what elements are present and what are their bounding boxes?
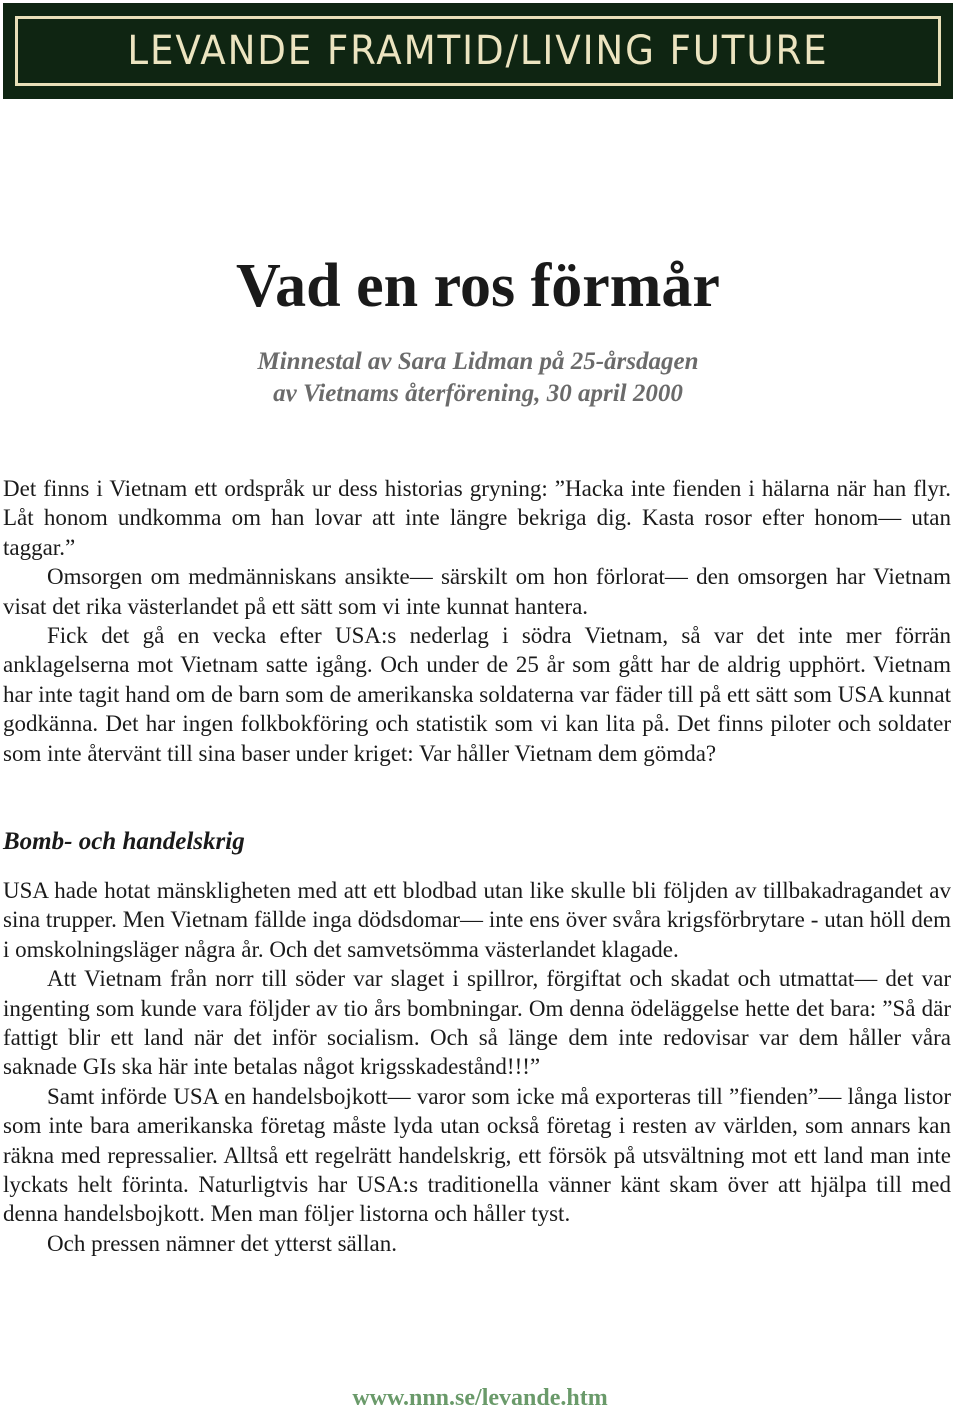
section-heading: Bomb- och handelskrig bbox=[3, 828, 245, 855]
masthead-frame bbox=[15, 16, 941, 86]
masthead-banner bbox=[3, 3, 953, 99]
bomb-trade-section bbox=[3, 876, 951, 1258]
paragraph: Och pressen nämner det ytterst sällan. bbox=[47, 1230, 397, 1256]
article-subtitle bbox=[0, 346, 956, 410]
article-title: Vad en ros förmår bbox=[236, 252, 720, 320]
paragraph: Samt införde USA en handelsbojkott— varor som icke må exporteras till ”fienden”— långa listor som inte bara amerikanska företag måste lyda utan också företag i resten av världen, som annars kan räkna med repressalier. Alltså ett regelrätt handelskrig, ett försök på utsvältning mot ett land man inte lyckats helt förinta. Naturligtvis har USA:s traditionella vänner känt skam över att hjälpa till med denna handelsbojkott. Men man följer listorna och håller tyst. bbox=[3, 1083, 951, 1227]
paragraph: Det finns i Vietnam ett ordspråk ur dess historias gryning: ”Hacka inte fienden i hälarna när han flyr. Låt honom undkomma om han lovar att inte längre bekriga dig. Kasta rosor efter honom— utan taggar.” bbox=[3, 476, 951, 560]
intro-section bbox=[3, 474, 951, 768]
subtitle-line-2: av Vietnams återförening, 30 april 2000 bbox=[273, 380, 683, 407]
footer-link[interactable]: www.nnn.se/levande.htm bbox=[352, 1385, 608, 1411]
masthead-title: LEVANDE FRAMTID/LIVING FUTURE bbox=[127, 28, 829, 74]
paragraph: Fick det gå en vecka efter USA:s nederlag i södra Vietnam, så var det inte mer förrän anklagelserna mot Vietnam satte igång. Och under de 25 år som gått har de aldrig upphört. Vietnam har inte tagit hand om de barn som de amerikanska soldaterna var fäder till på ett sätt som USA kunnat godkänna. Det har ingen folkbokföring och statistik som vi kan lita på. Det finns piloter och soldater som inte återvänt till sina baser under kriget: Var håller Vietnam dem gömda? bbox=[3, 623, 951, 766]
paragraph: USA hade hotat mänskligheten med att ett blodbad utan like skulle bli följden av tillbakadragandet av sina trupper. Men Vietnam fällde inga dödsdomar— inte ens över svåra krigsförbrytare - utan höll dem i omskolningsläger några år. Och det samvetsömma västerlandet klagade. bbox=[3, 878, 951, 962]
subtitle-line-1: Minnestal av Sara Lidman på 25-årsdagen bbox=[257, 348, 699, 375]
paragraph: Omsorgen om medmänniskans ansikte— särskilt om hon förlorat— den omsorgen har Vietnam visat det rika västerlandet på ett sätt som vi inte kunnat hantera. bbox=[3, 564, 951, 619]
paragraph: Att Vietnam från norr till söder var slaget i spillror, förgiftat och skadat och utmattat— det var ingenting som kunde vara följder av tio års bombningar. Om denna ödeläggelse hette det bara: ”Så där fattigt blir ett land när det inför socialism. Och så länge dem inte redovisar var dem håller våra saknade GIs ska här inte betalas något krigsskadestånd!!!” bbox=[3, 966, 951, 1080]
